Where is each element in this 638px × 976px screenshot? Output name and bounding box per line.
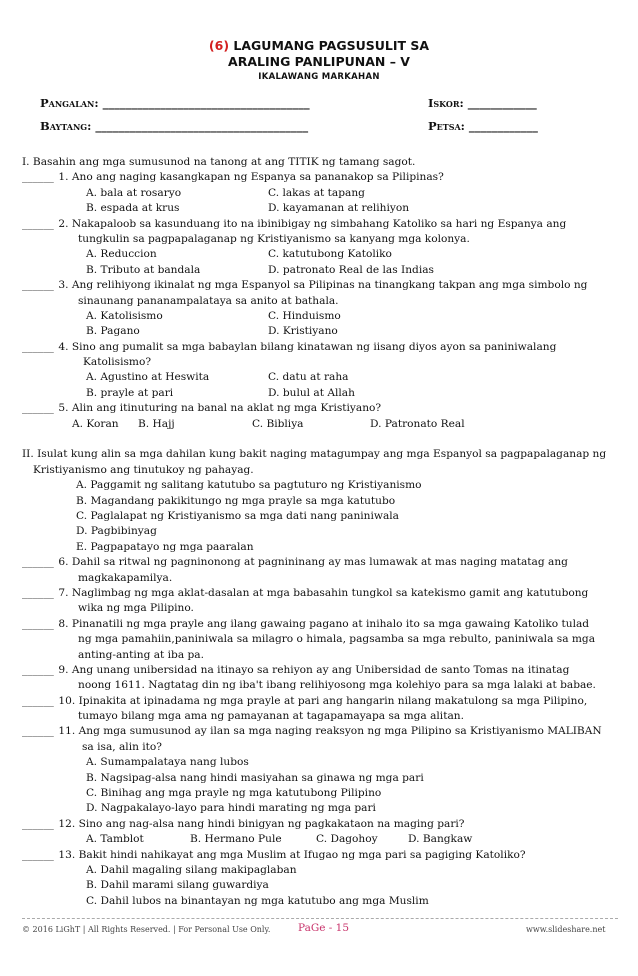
answer-blank: ______ xyxy=(22,725,54,738)
answer-blank: ______ xyxy=(22,556,54,569)
test-number: (6) xyxy=(208,38,230,53)
choice-row: A. Reduccion C. katutubong Katoliko xyxy=(86,248,392,261)
questions-body: I. Basahin ang mga sumusunod na tanong at ang TITIK ng tamang sagot. ______ 1. Ano ang naging kasangkapan ng Espanya sa pananakop sa Pilipinas? A. bala at rosaryo C. lakas at tapang B. espada at krus D. kayamanan at relihiyon ______ 2. Nakapaloob sa kasunduang ito na ibinibigay ng simbahang Katoliko sa hari ng Espanya ang tungkulin sa pagpapalaganap ng Kristiyanismo sa kanyang mga kolonya. A. Reduccion C. katutubong Katoliko B. Tributo at bandala D. patronato Real de las Indias ______ 3. Ang relihiyong ikinalat ng mga Espanyol sa Pilipinas na tinangkang takpan ang mga simbolo ng sinaunang pananampalataya sa anito at bathala. A. Katolisismo C. Hinduismo B. Pagano D. Kristiyano ______ 4. Sino ang pumalit sa mga babaylan bilang kinatawan ng iisang diyos ayon sa paniniwalang Katolisismo? A. Agustino at Heswita C. datu at raha B. prayle at pari D. bulul at Allah ______ 5. Alin ang itinuturing na banal na aklat ng mga Kristiyano? A. Koran B. Hajj C. Bibliya D. Patronato Real II. Isulat kung alin sa mga dahilan kung bakit naging matagumpay ang mga Espanyol sa pagpapalaganap ng Kristiyanismo ang tinutukoy ng pahayag. A. Paggamit ng salitang katutubo sa pagtuturo ng Kristiyanismo B. Magandang pakikitungo ng mga prayle sa mga katutubo C. Paglalapat ng Kristiyanismo sa mga dati nang paniniwala D. Pagbibinyag E. Pagpapatayo ng mga paaralan ______ 6. Dahil sa ritwal ng pagninonong at pagnininang ay mas lumawak at mas naging matatag ang magkakapamilya. ______ 7. Naglimbag ng mga aklat-dasalan at mga babasahin tungkol sa katekismo gamit ang katutubong wika ng mga Pilipino. ______ 8. Pinanatili ng mga prayle ang ilang gawaing pagano at inihalo ito sa mga gawaing Katoliko tulad ng mga pamahiin,paniniwala sa milagro o himala, pagsamba sa mga rebulto, paniniwala sa mga anting-anting at iba pa. ______ 9. Ang unang unibersidad na itinayo sa rehiyon ay ang Unibersidad de santo Tomas na itinatag noong 1611. Nagtatag din ng iba't ibang relihiyosong mga kolehiyo para sa mga lalaki at babae. ______ 10. Ipinakita at ipinadama ng mga prayle at pari ang hangarin nilang makatulong sa mga Pilipino, tumayo bilang mga ama ng pamayanan at tagapamayapa sa mga alitan. ______ 11. Ang mga sumusunod ay ilan sa mga naging reaksyon ng mga Pilipino sa Kristiyanismo MALIBAN sa isa, alin ito? A. Sumampalataya nang lubos B. Nagsipag-alsa nang hindi masiyahan sa ginawa ng mga pari C. Binihag ang mga prayle ng mga katutubong Pilipino D. Nagpakalayo-layo para hindi marating ng mga pari ______ 12. Sino ang nag-alsa nang hindi binigyan ng pagkakataon na maging pari? A. Tamblot B. Hermano Pule C. Dagohoy D. Bangkaw ______ 13. Bakit hindi nahikayat ang mga Muslim at Ifugao ng mga pari sa pagiging Katoliko? A. Dahil magaling silang makipaglaban B. Dahil marami silang guwardiya C. Dahil lubos na binantayan ng mga katutubo ang mga Muslim xyxy=(22,155,622,909)
answer-blank: ______ xyxy=(22,171,54,184)
page-title-line-2: ARALING PANLIPUNAN – V xyxy=(228,54,410,69)
question-2: ______ 2. Nakapaloob sa kasunduang ito na ibinibigay ng simbahang Katoliko sa hari ng Espanya ang xyxy=(22,217,622,232)
list-item: B. Magandang pakikitungo ng mga prayle sa mga katutubo xyxy=(76,494,396,507)
answer-blank: ______ xyxy=(22,694,54,707)
list-item: C. Paglalapat ng Kristiyanismo sa mga dati nang paniniwala xyxy=(76,509,399,522)
page-number: PaGe - 15 xyxy=(298,922,350,934)
question-4: ______ 4. Sino ang pumalit sa mga babaylan bilang kinatawan ng iisang diyos ayon sa paniniwalang xyxy=(22,340,622,355)
choice-row: A. Agustino at Heswita C. datu at raha xyxy=(86,371,349,384)
answer-blank: ______ xyxy=(22,663,54,676)
petsa-field: Petsa: ____________ xyxy=(428,119,538,133)
pangalan-field: Pangalan: ____________________________________ xyxy=(40,96,310,110)
choice-row: A. Tamblot B. Hermano Pule C. Dagohoy D. Bangkaw xyxy=(86,833,473,846)
list-item: A. Paggamit ng salitang katutubo sa pagtuturo ng Kristiyanismo xyxy=(76,479,422,492)
question-11: ______ 11. Ang mga sumusunod ay ilan sa mga naging reaksyon ng mga Pilipino sa Kristiyanismo MALIBAN xyxy=(22,724,622,739)
baytang-field: Baytang: _____________________________________ xyxy=(40,119,309,133)
list-item: D. Pagbibinyag xyxy=(76,525,157,538)
list-item: A. Sumampalataya nang lubos xyxy=(86,756,249,769)
choice-row: A. Katolisismo C. Hinduismo xyxy=(86,309,341,322)
iskor-field: Iskor: ____________ xyxy=(428,96,537,110)
question-12: ______ 12. Sino ang nag-alsa nang hindi binigyan ng pagkakataon na maging pari? xyxy=(22,817,622,832)
question-10: ______ 10. Ipinakita at ipinadama ng mga prayle at pari ang hangarin nilang makatulong sa mga Pilipino, xyxy=(22,694,622,709)
question-13: ______ 13. Bakit hindi nahikayat ang mga Muslim at Ifugao ng mga pari sa pagiging Katoliko? xyxy=(22,848,622,863)
list-item: A. Dahil magaling silang makipaglaban xyxy=(86,863,297,876)
page-subtitle: IKALAWANG MARKAHAN xyxy=(258,72,380,82)
footer-website-link[interactable]: www.slideshare.net xyxy=(526,925,606,934)
question-6: ______ 6. Dahil sa ritwal ng pagninonong at pagnininang ay mas lumawak at mas naging matatag ang xyxy=(22,555,622,570)
answer-blank: ______ xyxy=(22,402,54,415)
answer-blank: ______ xyxy=(22,586,54,599)
question-8: ______ 8. Pinanatili ng mga prayle ang ilang gawaing pagano at inihalo ito sa mga gawaing Katoliko tulad xyxy=(22,617,622,632)
footer-divider xyxy=(22,918,618,919)
list-item: D. Nagpakalayo-layo para hindi marating ng mga pari xyxy=(86,802,376,815)
answer-blank: ______ xyxy=(22,617,54,630)
question-9: ______ 9. Ang unang unibersidad na itinayo sa rehiyon ay ang Unibersidad de santo Tomas na itinatag xyxy=(22,663,622,678)
question-7: ______ 7. Naglimbag ng mga aklat-dasalan at mga babasahin tungkol sa katekismo gamit ang katutubong xyxy=(22,586,622,601)
list-item: E. Pagpapatayo ng mga paaralan xyxy=(76,540,254,553)
choice-row: B. espada at krus D. kayamanan at relihiyon xyxy=(86,202,410,215)
answer-blank: ______ xyxy=(22,848,54,861)
page-title: (6) LAGUMANG PAGSUSULIT SA xyxy=(208,38,430,53)
list-item: C. Dahil lubos na binantayan ng mga katutubo ang mga Muslim xyxy=(86,894,429,907)
list-item: B. Nagsipag-alsa nang hindi masiyahan sa ginawa ng mga pari xyxy=(86,771,424,784)
part2-instruction: II. Isulat kung alin sa mga dahilan kung bakit naging matagumpay ang mga Espanyol sa pagpapalaganap ng xyxy=(22,448,607,461)
choice-row: B. Tributo at bandala D. patronato Real de las Indias xyxy=(86,263,434,276)
answer-blank: ______ xyxy=(22,340,54,353)
list-item: C. Binihag ang mga prayle ng mga katutubong Pilipino xyxy=(86,787,382,800)
footer-copyright: © 2016 LiGhT | All Rights Reserved. | For Personal Use Only. xyxy=(22,925,271,934)
choice-row: A. Koran B. Hajj C. Bibliya D. Patronato Real xyxy=(72,417,465,430)
question-1: ______ 1. Ano ang naging kasangkapan ng Espanya sa pananakop sa Pilipinas? xyxy=(22,170,622,185)
choice-row: B. Pagano D. Kristiyano xyxy=(86,325,338,338)
part1-instruction: I. Basahin ang mga sumusunod na tanong at ang TITIK ng tamang sagot. xyxy=(22,156,416,168)
choice-row: B. prayle at pari D. bulul at Allah xyxy=(86,386,355,399)
question-5: ______ 5. Alin ang itinuturing na banal na aklat ng mga Kristiyano? xyxy=(22,401,622,416)
choice-row: A. bala at rosaryo C. lakas at tapang xyxy=(86,186,365,199)
answer-blank: ______ xyxy=(22,217,54,230)
question-3: ______ 3. Ang relihiyong ikinalat ng mga Espanyol sa Pilipinas na tinangkang takpan ang mga simbolo ng xyxy=(22,278,622,293)
answer-blank: ______ xyxy=(22,279,54,292)
list-item: B. Dahil marami silang guwardiya xyxy=(86,879,269,892)
answer-blank: ______ xyxy=(22,817,54,830)
